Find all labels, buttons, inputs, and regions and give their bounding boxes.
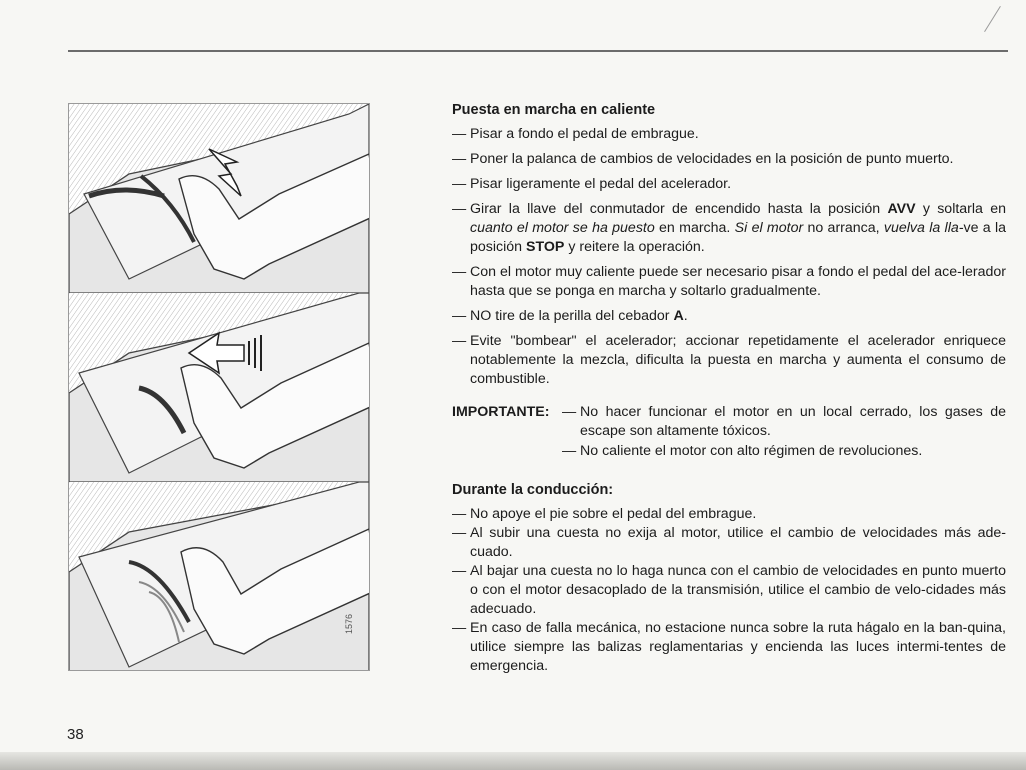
warm-start-item-6: — NO tire de la perilla del cebador A. xyxy=(452,308,688,324)
figure-code: 1576 xyxy=(344,613,354,634)
dash: — xyxy=(452,333,467,349)
panel-accelerator-pumping xyxy=(69,293,369,482)
dash: — xyxy=(452,308,467,324)
dash: — xyxy=(452,264,467,280)
driving-section xyxy=(452,481,1006,676)
dash: — xyxy=(562,443,577,459)
driving-item-1: — No apoye el pie sobre el pedal del embrague. xyxy=(452,506,757,522)
instructions-column xyxy=(452,101,1006,676)
dash: — xyxy=(562,404,577,420)
dash: — xyxy=(452,525,467,541)
important-notice xyxy=(452,403,1006,461)
important-item-1: — No hacer funcionar el motor en un local cerrado, los gases de escape son altamente tóxicos. xyxy=(562,404,1006,439)
driving-heading: Durante la conducción: xyxy=(452,482,614,498)
header-rule xyxy=(68,50,1008,52)
warm-start-item-4: — Girar la llave del conmutador de encendido hasta la posición AVV y soltarla en cuanto el motor se ha puesto en marcha. Si el motor no arranca, vuelva la lla-ve a la posición STOP y reitere la operación. xyxy=(452,201,1007,255)
panel-pedals-released xyxy=(69,482,369,671)
warm-start-item-7: — Evite "bombear" el acelerador; accionar repetidamente el acelerador enriquece notablemente la mezcla, dificulta la puesta en marcha y aumenta el consumo de combustible. xyxy=(452,333,1006,387)
dash: — xyxy=(452,506,467,522)
driving-item-3: — Al bajar una cuesta no lo haga nunca con el cambio de velocidades en punto muerto o con el motor desacoplado de la transmisión, utilice el cambio de velo-cidades más adecuado. xyxy=(452,563,1006,617)
corner-mark xyxy=(984,6,1001,32)
warm-start-heading: Puesta en marcha en caliente xyxy=(452,102,656,118)
dash: — xyxy=(452,126,467,142)
important-label: IMPORTANTE: xyxy=(452,404,550,420)
page-number: 38 xyxy=(67,726,84,743)
important-item-2: — No caliente el motor con alto régimen de revoluciones. xyxy=(562,443,923,459)
dash: — xyxy=(452,563,467,579)
driving-item-2: — Al subir una cuesta no exija al motor, utilice el cambio de velocidades más ade-cuado. xyxy=(452,525,1006,560)
warm-start-item-5: — Con el motor muy caliente puede ser necesario pisar a fondo el pedal del ace-lerador hasta que se ponga en marcha y soltarlo gradualmente. xyxy=(452,264,1006,299)
warm-start-item-2: — Poner la palanca de cambios de velocidades en la posición de punto muerto. xyxy=(452,151,954,167)
panel-clutch-depressed xyxy=(69,104,369,293)
warm-start-item-1: — Pisar a fondo el pedal de embrague. xyxy=(452,126,699,142)
dash: — xyxy=(452,620,467,636)
warm-start-item-3: — Pisar ligeramente el pedal del acelerador. xyxy=(452,176,732,192)
page-edge xyxy=(0,752,1026,770)
dash: — xyxy=(452,201,467,217)
driving-item-4: — En caso de falla mecánica, no estacione nunca sobre la ruta hágalo en la ban-quina, utilice siempre las balizas reglamentarias y encienda las luces intermi-tentes de emergencia. xyxy=(452,620,1006,674)
pedal-illustration xyxy=(68,103,370,671)
dash: — xyxy=(452,151,467,167)
dash: — xyxy=(452,176,467,192)
important-list xyxy=(562,403,1006,461)
